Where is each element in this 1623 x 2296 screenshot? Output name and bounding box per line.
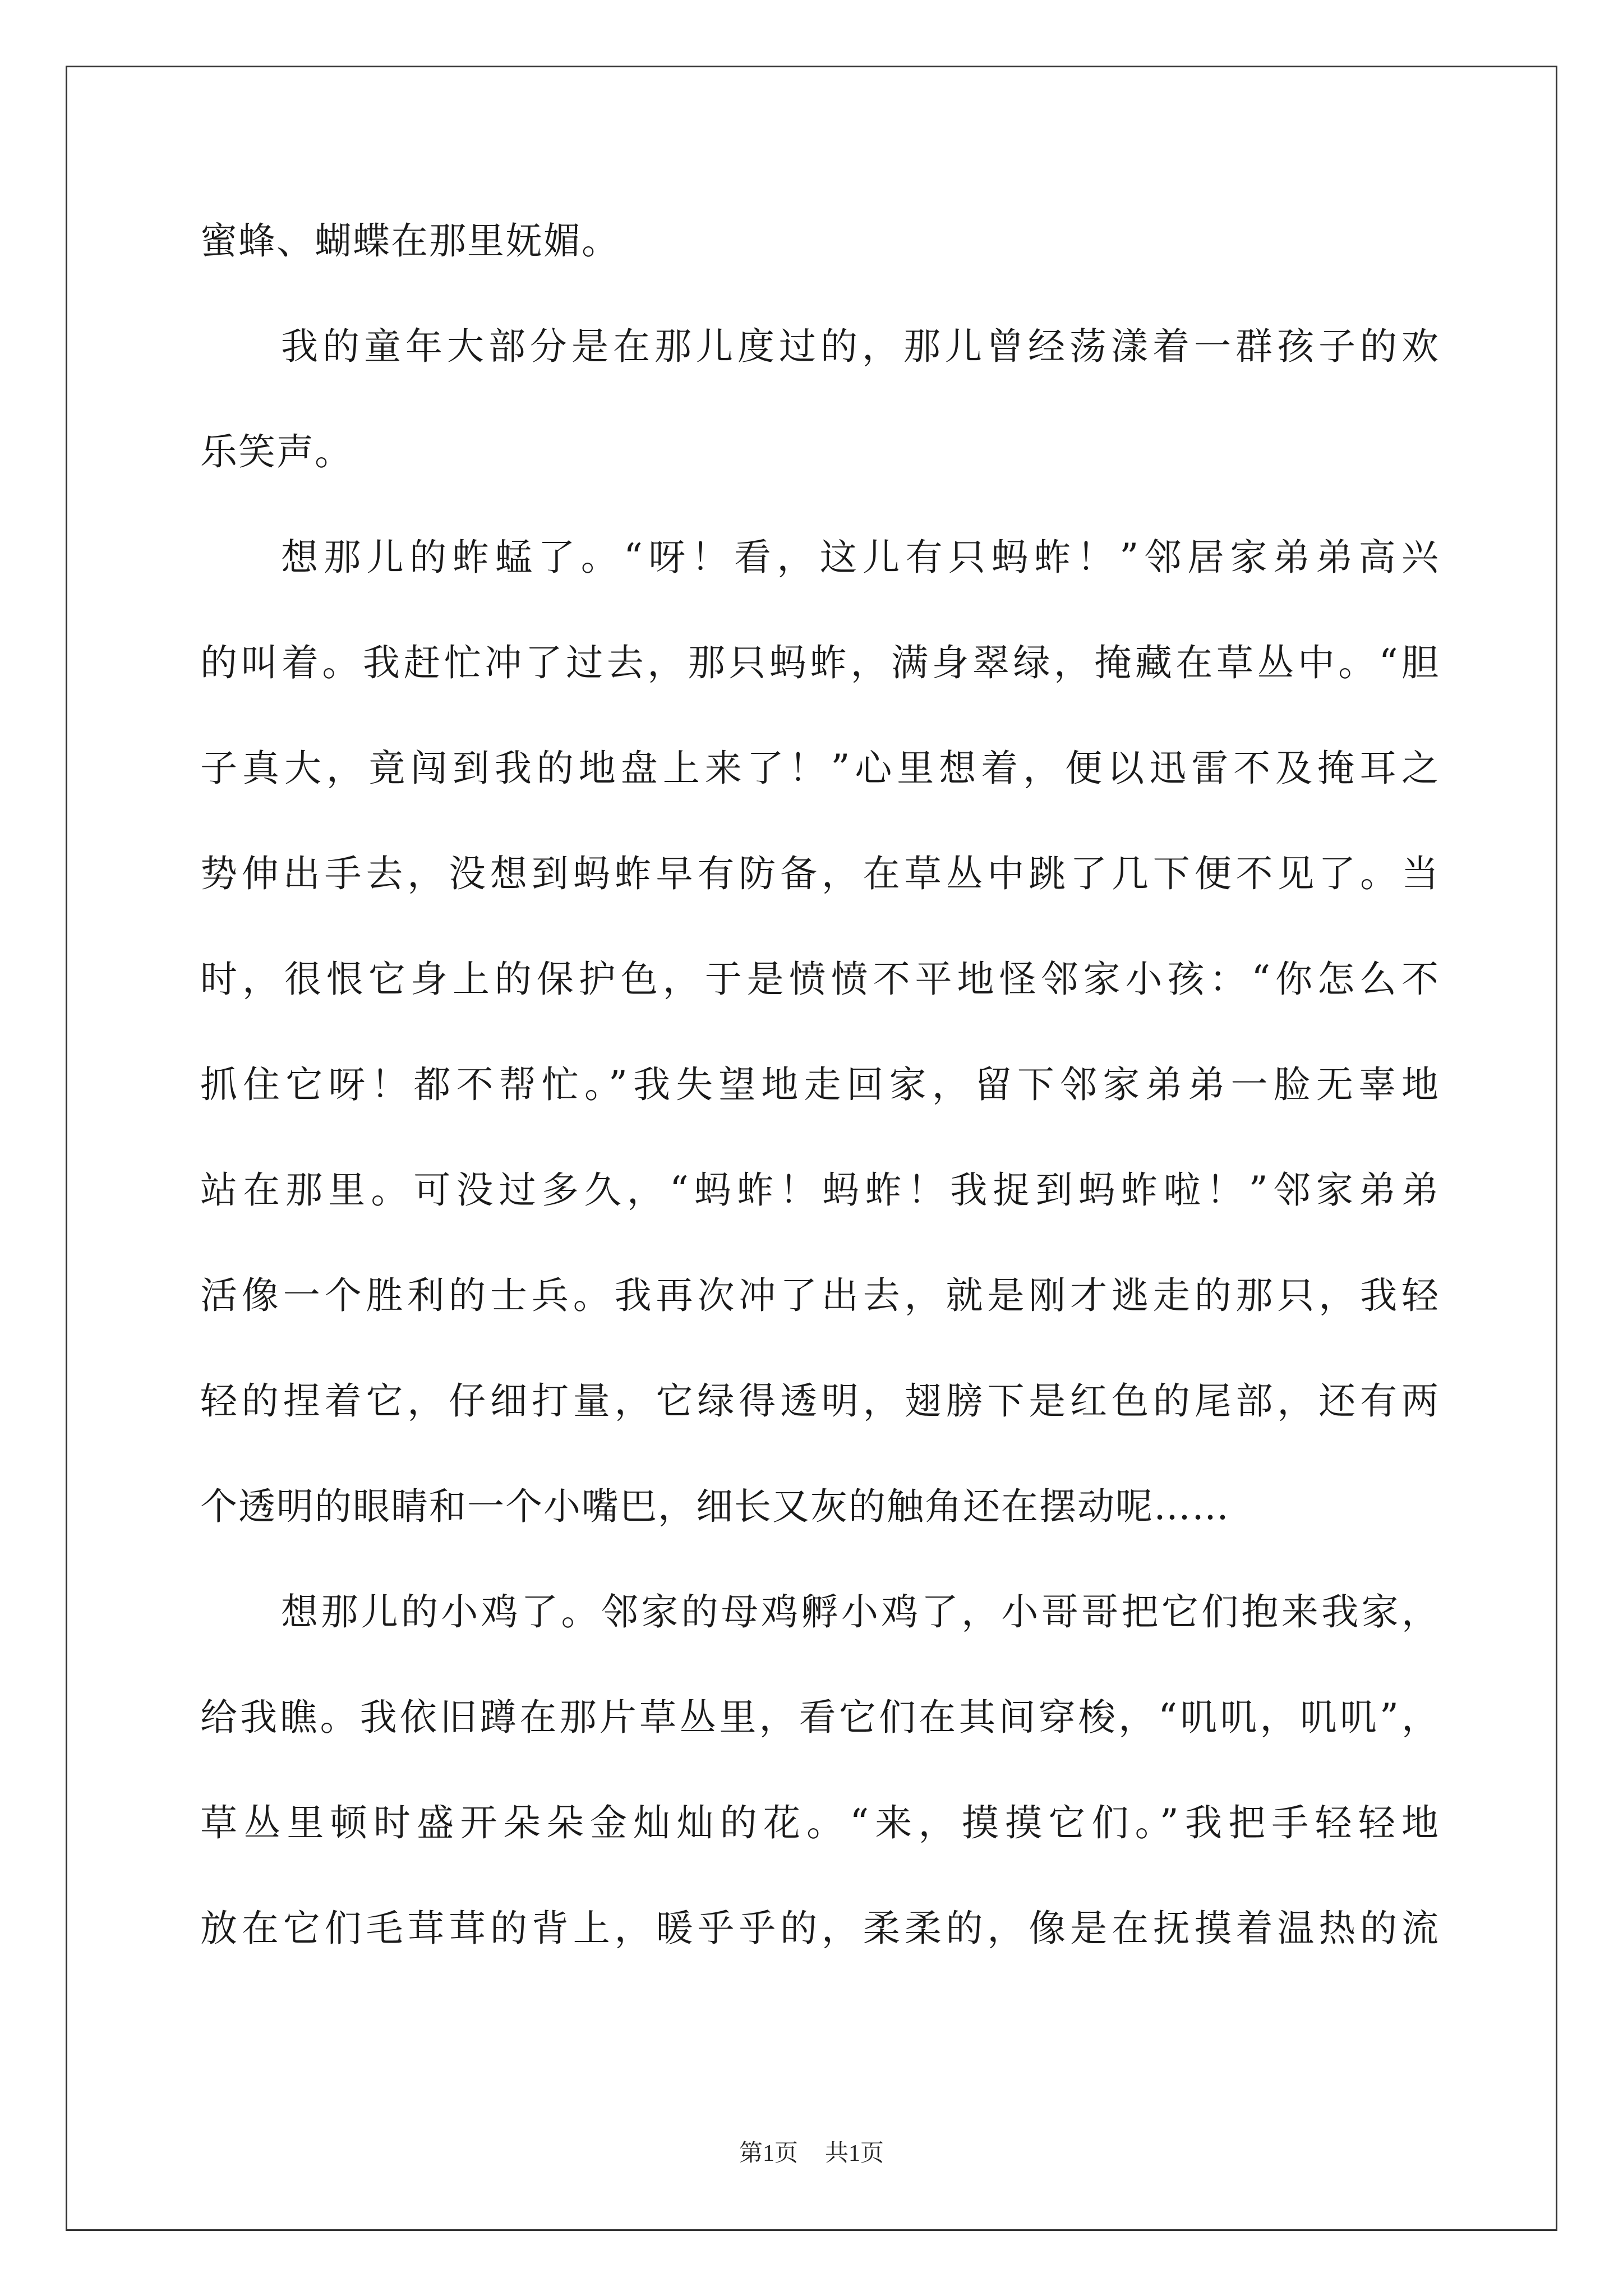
text-line: 给我瞧。我依旧蹲在那片草丛里，看它们在其间穿梭，“叽叽，叽叽”， — [200, 1696, 1440, 1739]
text-line: 站在那里。可没过多久，“蚂蚱！蚂蚱！我捉到蚂蚱啦！”邻家弟弟 — [200, 1168, 1440, 1212]
text-line: 时，很恨它身上的保护色，于是愤愤不平地怪邻家小孩：“你怎么不 — [200, 958, 1440, 1001]
text-line: 想那儿的小鸡了。邻家的母鸡孵小鸡了，小哥哥把它们抱来我家， — [281, 1590, 1440, 1634]
text-line: 活像一个胜利的士兵。我再次冲了出去，就是刚才逃走的那只，我轻 — [200, 1274, 1440, 1317]
text-line: 抓住它呀！都不帮忙。”我失望地走回家，留下邻家弟弟一脸无辜地 — [200, 1063, 1440, 1106]
document-body — [200, 208, 1440, 2000]
text-line: 想那儿的蚱蜢了。“呀！看，这儿有只蚂蚱！”邻居家弟弟高兴 — [281, 536, 1440, 579]
text-line: 个透明的眼睛和一个小嘴巴，细长又灰的触角还在摆动呢…… — [200, 1485, 1230, 1528]
page-total: 共1页 — [825, 2141, 884, 2166]
text-line: 势伸出手去，没想到蚂蚱早有防备，在草丛中跳了几下便不见了。当 — [200, 852, 1440, 895]
text-line: 草丛里顿时盛开朵朵金灿灿的花。“来，摸摸它们。”我把手轻轻地 — [200, 1801, 1440, 1844]
text-line: 蜜蜂、蝴蝶在那里妩媚。 — [200, 219, 620, 263]
page-footer — [0, 2134, 1623, 2168]
page-number: 第1页 — [739, 2141, 798, 2166]
text-line: 子真大，竟闯到我的地盘上来了！”心里想着，便以迅雷不及掩耳之 — [200, 747, 1440, 790]
text-line: 轻的捏着它，仔细打量，它绿得透明，翅膀下是红色的尾部，还有两 — [200, 1379, 1440, 1423]
text-line: 乐笑声。 — [200, 430, 353, 473]
text-line: 我的童年大部分是在那儿度过的，那儿曾经荡漾着一群孩子的欢 — [281, 325, 1440, 368]
text-line: 放在它们毛茸茸的背上，暖乎乎的，柔柔的，像是在抚摸着温热的流 — [200, 1907, 1440, 1950]
text-line: 的叫着。我赶忙冲了过去，那只蚂蚱，满身翠绿，掩藏在草丛中。“胆 — [200, 641, 1440, 684]
